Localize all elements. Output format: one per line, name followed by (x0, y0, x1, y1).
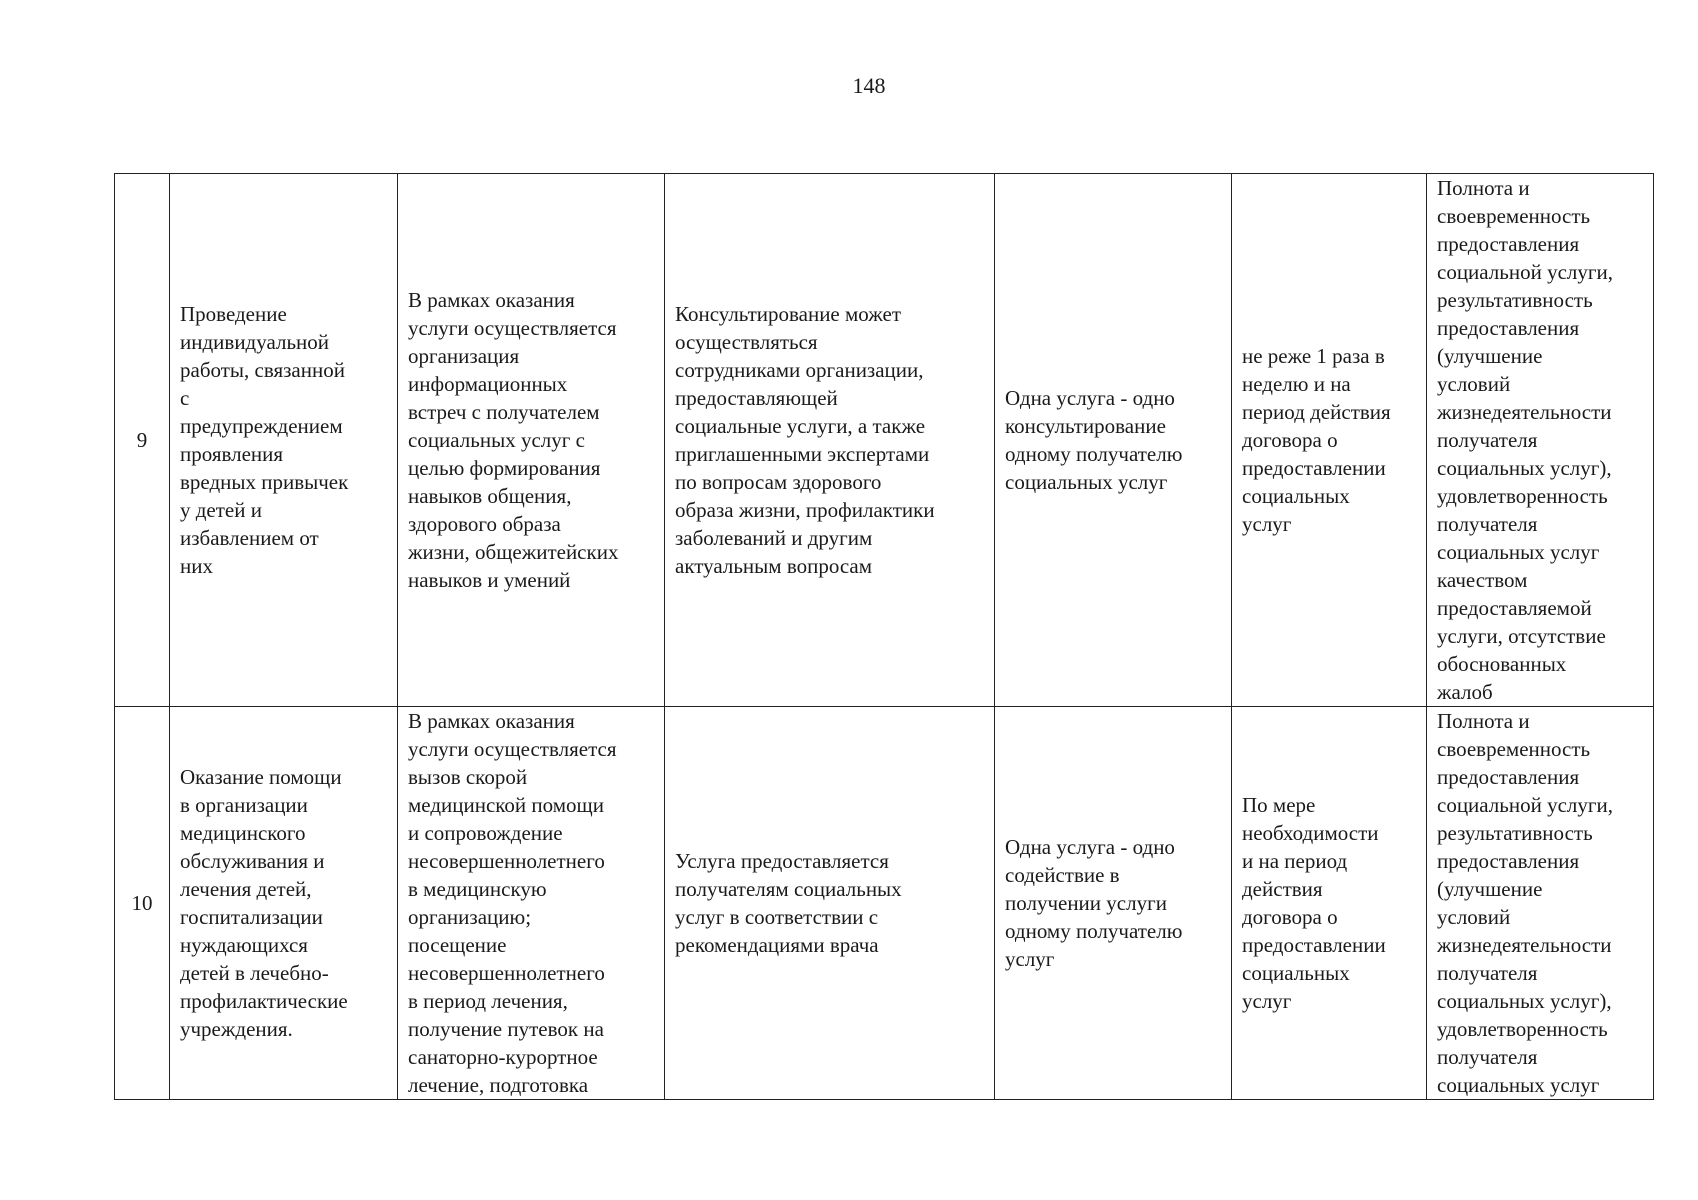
cell-text-line: договора о (1242, 428, 1338, 452)
table-row (115, 174, 1654, 707)
cell-text-line: лечение, подготовка (408, 1073, 589, 1097)
services-table (114, 173, 1654, 1100)
cell-text-line: индивидуальной (180, 330, 329, 354)
cell-text-line: санаторно-курортное (408, 1045, 598, 1069)
cell-text-line: предупреждением (180, 414, 343, 438)
cell-text-line: По мере (1242, 793, 1316, 817)
cell-text-line: своевременность (1437, 204, 1591, 228)
cell-text-line: обоснованных (1437, 652, 1567, 676)
cell-text-line: предоставляющей (675, 386, 838, 410)
cell-text-line: услуги осуществляется (408, 316, 617, 340)
cell-text-line: условий (1437, 372, 1511, 396)
cell-text-line: услуги, отсутствие (1437, 624, 1606, 648)
cell-text-line: социальных услуг (1005, 470, 1168, 494)
cell-text-line: организацию; (408, 905, 532, 929)
cell-text-line: приглашенными экспертами (675, 442, 930, 466)
cell-text-line: посещение (408, 933, 507, 957)
row-number: 9 (115, 174, 170, 707)
cell-text-line: Полнота и (1437, 176, 1530, 200)
cell-text-line: услуг в соответствии с (675, 905, 879, 929)
cell-text-line: получении услуги (1005, 891, 1167, 915)
cell-text-line: В рамках оказания (408, 709, 575, 733)
cell-text-line: (улучшение (1437, 344, 1543, 368)
cell-text-line: и сопровождение (408, 821, 563, 845)
cell-text-line: (улучшение (1437, 877, 1543, 901)
cell-text-line: детей в лечебно- (180, 961, 329, 985)
cell-text-line: Услуга предоставляется (675, 849, 889, 873)
cell-text-line: сотрудниками организации, (675, 358, 924, 382)
cell-text-line: организация (408, 344, 520, 368)
cell-text-line: удовлетворенность (1437, 484, 1608, 508)
cell-text-line: Оказание помощи (180, 765, 342, 789)
service-content-cell (398, 174, 665, 707)
cell-text-line: социальных услуг (1437, 1073, 1600, 1097)
cell-text-line: вредных привычек (180, 470, 349, 494)
cell-text-line: В рамках оказания (408, 288, 575, 312)
cell-text-line: социальных услуг (1437, 540, 1600, 564)
cell-text-line: Одна услуга - одно (1005, 386, 1175, 410)
cell-text-line: период действия (1242, 400, 1391, 424)
cell-text-line: госпитализации (180, 905, 323, 929)
cell-text-line: навыков и умений (408, 568, 571, 592)
service-name-cell (170, 174, 398, 707)
cell-text-line: жизнедеятельности (1437, 400, 1612, 424)
cell-text-line: актуальным вопросам (675, 554, 873, 578)
cell-text-line: социальных услуг с (408, 428, 585, 452)
service-frequency-cell (1232, 174, 1427, 707)
cell-text-line: лечения детей, (180, 877, 312, 901)
cell-text-line: жалоб (1437, 680, 1493, 704)
page-number: 148 (852, 73, 886, 98)
cell-text-line: жизнедеятельности (1437, 933, 1612, 957)
cell-text-line: одному получателю (1005, 442, 1183, 466)
service-quality-cell (1427, 707, 1654, 1100)
row-number: 10 (115, 707, 170, 1100)
service-content-cell (398, 707, 665, 1100)
service-unit-cell (995, 707, 1232, 1100)
cell-text-line: Полнота и (1437, 709, 1530, 733)
cell-text-line: условий (1437, 905, 1511, 929)
cell-text-line: социальных (1242, 484, 1350, 508)
cell-text-line: образа жизни, профилактики (675, 498, 935, 522)
cell-text-line: Консультирование может (675, 302, 901, 326)
cell-text-line: социальных услуг), (1437, 456, 1612, 480)
cell-text-line: социальной услуги, (1437, 793, 1613, 817)
cell-text-line: удовлетворенность (1437, 1017, 1608, 1041)
cell-text-line: в медицинскую (408, 877, 547, 901)
cell-text-line: них (180, 554, 213, 578)
cell-text-line: предоставления (1437, 316, 1580, 340)
cell-text-line: социальных услуг), (1437, 989, 1612, 1013)
cell-text-line: несовершеннолетнего (408, 961, 605, 985)
service-quality-cell (1427, 174, 1654, 707)
cell-text-line: в период лечения, (408, 989, 568, 1013)
cell-text-line: предоставляемой (1437, 596, 1592, 620)
cell-text-line: информационных (408, 372, 568, 396)
cell-text-line: несовершеннолетнего (408, 849, 605, 873)
cell-text-line: осуществляться (675, 330, 818, 354)
cell-text-line: услуг (1242, 512, 1292, 536)
cell-text-line: получателя (1437, 961, 1538, 985)
cell-text-line: Одна услуга - одно (1005, 835, 1175, 859)
cell-text-line: получателям социальных (675, 877, 902, 901)
cell-text-line: неделю и на (1242, 372, 1351, 396)
cell-text-line: консультирование (1005, 414, 1166, 438)
cell-text-line: работы, связанной (180, 358, 345, 382)
cell-text-line: целью формирования (408, 456, 601, 480)
cell-text-line: с (180, 386, 190, 410)
cell-text-line: социальных (1242, 961, 1350, 985)
cell-text-line: встреч с получателем (408, 400, 600, 424)
cell-text-line: одному получателю (1005, 919, 1183, 943)
cell-text-line: заболеваний и другим (675, 526, 873, 550)
cell-text-line: услуг (1242, 989, 1292, 1013)
cell-text-line: навыков общения, (408, 484, 572, 508)
cell-text-line: результативность (1437, 288, 1593, 312)
cell-text-line: по вопросам здорового (675, 470, 882, 494)
service-frequency-cell (1232, 707, 1427, 1100)
cell-text-line: не реже 1 раза в (1242, 344, 1385, 368)
cell-text-line: содействие в (1005, 863, 1120, 887)
cell-text-line: у детей и (180, 498, 262, 522)
service-unit-cell (995, 174, 1232, 707)
cell-text-line: социальные услуги, а также (675, 414, 926, 438)
service-conditions-cell (665, 174, 995, 707)
cell-text-line: предоставлении (1242, 456, 1386, 480)
cell-text-line: здорового образа (408, 512, 561, 536)
cell-text-line: предоставлении (1242, 933, 1386, 957)
cell-text-line: медицинской помощи (408, 793, 604, 817)
service-conditions-cell (665, 707, 995, 1100)
service-name-cell (170, 707, 398, 1100)
cell-text-line: избавлением от (180, 526, 319, 550)
table-row (115, 707, 1654, 1100)
cell-text-line: договора о (1242, 905, 1338, 929)
cell-text-line: предоставления (1437, 765, 1580, 789)
cell-text-line: социальной услуги, (1437, 260, 1613, 284)
cell-text-line: Проведение (180, 302, 287, 326)
cell-text-line: учреждения. (180, 1017, 293, 1041)
cell-text-line: проявления (180, 442, 284, 466)
cell-text-line: получателя (1437, 512, 1538, 536)
cell-text-line: предоставления (1437, 232, 1580, 256)
cell-text-line: обслуживания и (180, 849, 325, 873)
cell-text-line: действия (1242, 877, 1323, 901)
cell-text-line: предоставления (1437, 849, 1580, 873)
cell-text-line: жизни, общежитейских (408, 540, 619, 564)
cell-text-line: услуг (1005, 947, 1055, 971)
cell-text-line: услуги осуществляется (408, 737, 617, 761)
cell-text-line: рекомендациями врача (675, 933, 879, 957)
cell-text-line: получателя (1437, 1045, 1538, 1069)
cell-text-line: получателя (1437, 428, 1538, 452)
cell-text-line: качеством (1437, 568, 1528, 592)
cell-text-line: получение путевок на (408, 1017, 604, 1041)
cell-text-line: нуждающихся (180, 933, 308, 957)
cell-text-line: профилактические (180, 989, 348, 1013)
cell-text-line: результативность (1437, 821, 1593, 845)
cell-text-line: необходимости (1242, 821, 1379, 845)
cell-text-line: и на период (1242, 849, 1348, 873)
cell-text-line: своевременность (1437, 737, 1591, 761)
cell-text-line: в организации (180, 793, 308, 817)
cell-text-line: медицинского (180, 821, 306, 845)
cell-text-line: вызов скорой (408, 765, 528, 789)
